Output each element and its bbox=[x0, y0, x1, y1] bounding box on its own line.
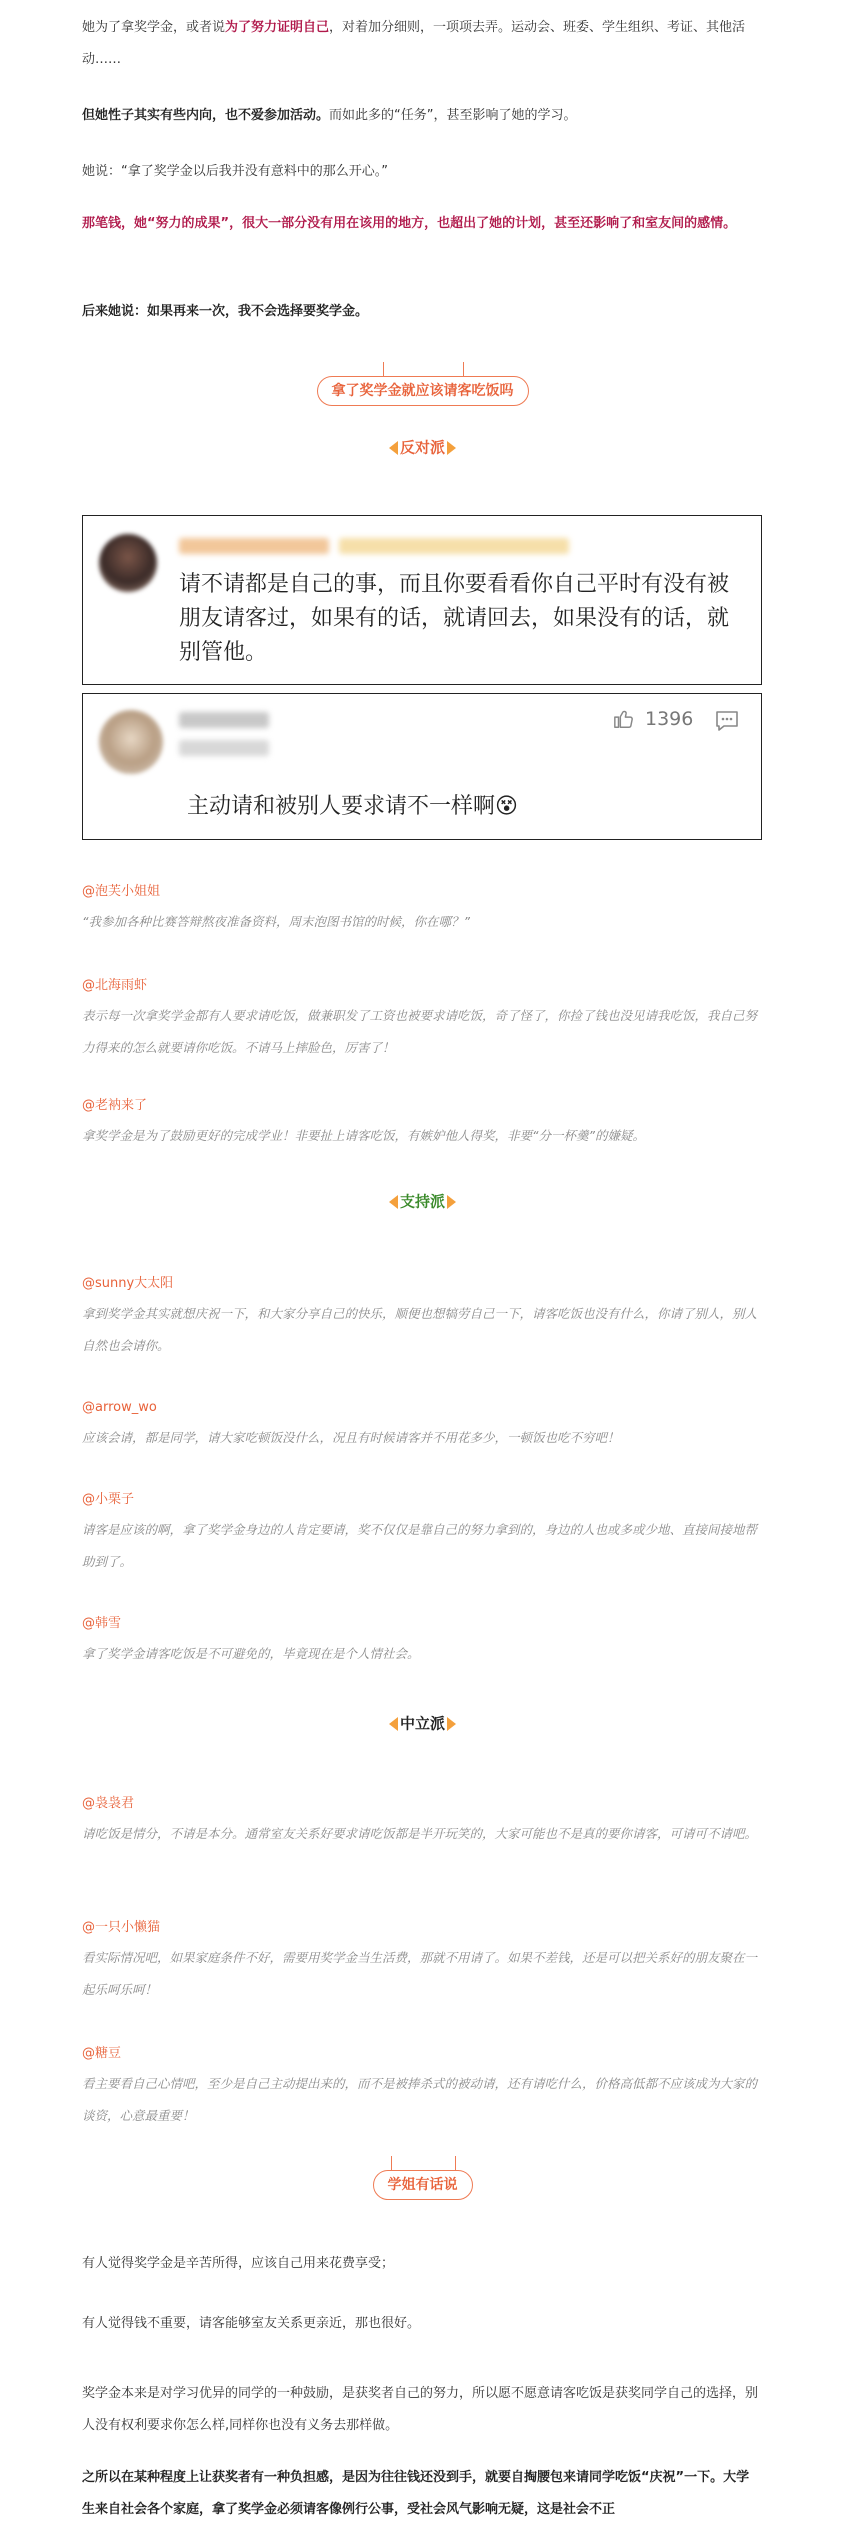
pill-decoration bbox=[373, 2156, 473, 2170]
comment-handle[interactable]: @北海雨虾 bbox=[82, 978, 148, 993]
comment-handle[interactable]: @sunny大太阳 bbox=[82, 1276, 174, 1291]
comment-handle[interactable]: @一只小懒猫 bbox=[82, 1920, 161, 1935]
comment-handle[interactable]: @老衲来了 bbox=[82, 1098, 148, 1113]
like-count: 1396 bbox=[645, 708, 694, 730]
intro-paragraph-1 bbox=[82, 12, 762, 76]
section-title-pill: 拿了奖学金就应该请客吃饭吗 bbox=[317, 376, 529, 406]
closing-paragraph-2: 有人觉得钱不重要，请客能够室友关系更亲近，那也很好。 bbox=[82, 2316, 421, 2331]
camp-label-against: 反对派 bbox=[399, 438, 445, 457]
comment-text: 看实际情况吧，如果家庭条件不好，需要用奖学金当生活费，那就不用请了。如果不差钱，还是可以把关系好的朋友聚在一起乐呵乐呵！ bbox=[82, 1950, 758, 1997]
comment-screenshot-1 bbox=[82, 515, 762, 685]
section-heading-senior-says bbox=[0, 2156, 845, 2200]
comment-text: 请吃饭是情分，不请是本分。通常室友关系好要求请吃饭都是半开玩笑的，大家可能也不是真的要你请客，可请可不请吧。 bbox=[82, 1826, 758, 1841]
comment-handle[interactable]: @糖豆 bbox=[82, 2046, 122, 2061]
camp-label-support: 支持派 bbox=[399, 1192, 445, 1211]
comment-text: 应该会请，都是同学，请大家吃顿饭没什么，况且有时候请客并不用花多少，一顿饭也吃不穷吧！ bbox=[82, 1430, 620, 1445]
blurred-username bbox=[179, 538, 329, 554]
camp-title-neutral bbox=[0, 1712, 845, 1735]
closing-paragraph-1: 有人觉得奖学金是辛苦所得，应该自己用来花费享受； bbox=[82, 2256, 395, 2271]
blurred-username bbox=[179, 712, 269, 728]
camp-label-neutral: 中立派 bbox=[399, 1714, 445, 1733]
camp-title-support bbox=[0, 1190, 845, 1213]
comment-handle[interactable]: @韩雪 bbox=[82, 1616, 122, 1631]
closing-paragraph-4: 之所以在某种程度上让获奖者有一种负担感，是因为往往钱还没到手，就要自掏腰包来请同学吃饭“庆祝”一下。大学生来自社会各个家庭，拿了奖学金必须请客像例行公事，受社会风气影响无疑，这是社会不正 bbox=[82, 2470, 750, 2517]
comment-icon[interactable] bbox=[715, 710, 739, 736]
comment-handle[interactable]: @袅袅君 bbox=[82, 1796, 135, 1811]
comment-text: 拿到奖学金其实就想庆祝一下，和大家分享自己的快乐，顺便也想犒劳自己一下，请客吃饭也没有什么，你请了别人，别人自然也会请你。 bbox=[82, 1306, 758, 1353]
intro-p1-highlight: 为了努力证明自己 bbox=[225, 20, 330, 35]
triangle-left-icon bbox=[389, 1195, 398, 1209]
intro-paragraph-3: 她说：“拿了奖学金以后我并没有意料中的那么开心。” bbox=[82, 164, 388, 179]
intro-paragraph-4: 那笔钱，她“努力的成果”，很大一部分没有用在该用的地方，也超出了她的计划，甚至还影响了和室友间的感情。 bbox=[82, 216, 737, 231]
comment-handle[interactable]: @小栗子 bbox=[82, 1492, 135, 1507]
avatar bbox=[99, 534, 157, 592]
avatar bbox=[99, 710, 163, 774]
comment-text: 看主要看自己心情吧，至少是自己主动提出来的，而不是被捧杀式的被动请，还有请吃什么，价格高低都不应该成为大家的谈资，心意最重要！ bbox=[82, 2076, 758, 2123]
pill-decoration bbox=[343, 362, 503, 376]
section-heading-scholarship-dinner bbox=[0, 362, 845, 406]
blurred-username bbox=[339, 538, 569, 554]
blurred-date bbox=[179, 740, 269, 756]
intro-paragraph-2 bbox=[82, 100, 762, 132]
comment-handle[interactable]: @arrow_wo bbox=[82, 1400, 157, 1415]
triangle-right-icon bbox=[447, 1195, 456, 1209]
intro-p1-text-a: 她为了拿奖学金，或者说 bbox=[82, 20, 226, 35]
comment-handle[interactable]: @泡芙小姐姐 bbox=[82, 884, 161, 899]
triangle-right-icon bbox=[447, 441, 456, 455]
intro-p1-text-b: ，对着加分细则，一项项去弄。运动会、班委、学生组织、考证、其他活动…… bbox=[82, 20, 746, 67]
camp-title-against bbox=[0, 436, 845, 459]
screenshot-comment-text: 请不请都是自己的事，而且你要看看你自己平时有没有被朋友请客过，如果有的话，就请回去，如果没有的话，就别管他。 bbox=[179, 572, 730, 665]
comment-text: “我参加各种比赛答辩熬夜准备资料，周末泡图书馆的时候，你在哪？” bbox=[82, 914, 470, 929]
comment-text: 请客是应该的啊，拿了奖学金身边的人肯定要请，奖不仅仅是靠自己的努力拿到的，身边的人也或多或少地、直接间接地帮助到了。 bbox=[82, 1522, 758, 1569]
comment-text: 拿奖学金是为了鼓励更好的完成学业！非要扯上请客吃饭，有嫉妒他人得奖，非要“分一杯羹”的嫌疑。 bbox=[82, 1128, 645, 1143]
section-title-pill: 学姐有话说 bbox=[373, 2170, 473, 2200]
intro-paragraph-5: 后来她说：如果再来一次，我不会选择要奖学金。 bbox=[82, 304, 369, 319]
triangle-right-icon bbox=[447, 1717, 456, 1731]
triangle-left-icon bbox=[389, 441, 398, 455]
intro-p2-rest: 而如此多的“任务”，甚至影响了她的学习。 bbox=[329, 108, 577, 123]
triangle-left-icon bbox=[389, 1717, 398, 1731]
thumbs-up-icon[interactable] bbox=[613, 708, 635, 732]
comment-screenshot-2 bbox=[82, 693, 762, 840]
screenshot-comment-text: 主动请和被别人要求请不一样啊😵 bbox=[187, 794, 518, 819]
comment-text: 拿了奖学金请客吃饭是不可避免的，毕竟现在是个人情社会。 bbox=[82, 1646, 420, 1661]
closing-paragraph-3: 奖学金本来是对学习优异的同学的一种鼓励，是获奖者自己的努力，所以愿不愿意请客吃饭是获奖同学自己的选择，别人没有权利要求你怎么样,同样你也没有义务去那样做。 bbox=[82, 2386, 759, 2433]
comment-text: 表示每一次拿奖学金都有人要求请吃饭，做兼职发了工资也被要求请吃饭，奇了怪了，你捡了钱也没见请我吃饭，我自己努力得来的怎么就要请你吃饭。不请马上摔脸色，厉害了！ bbox=[82, 1008, 758, 1055]
intro-p2-bold: 但她性子其实有些内向，也不爱参加活动。 bbox=[82, 108, 330, 123]
